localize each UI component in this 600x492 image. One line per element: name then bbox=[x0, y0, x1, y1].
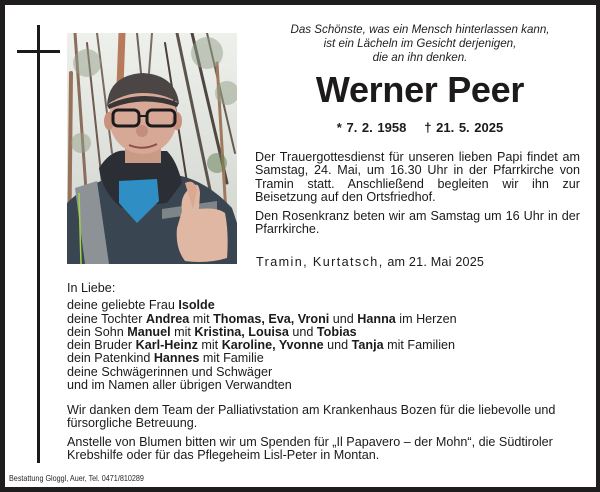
mourners-lines bbox=[67, 299, 587, 392]
mourner-relation: deine Tochter bbox=[67, 311, 146, 326]
acknowledgements bbox=[67, 404, 587, 468]
mourner-name: Hannes bbox=[153, 351, 200, 366]
mourners-list bbox=[67, 282, 587, 392]
mourner-name: Karoline, Yvonne bbox=[221, 338, 324, 353]
obituary-notice bbox=[5, 5, 596, 487]
funeral-service-text: Der Trauergottesdienst für unseren lieben Papi findet am Samstag, 24. Mai, um 16.30 Uhr in der Pfarrkirche von Tramin statt. Anschließend begleiten wir ihn zur Beisetzung auf den Ortsfriedhof. bbox=[255, 150, 580, 205]
mourner-name: Thomas, Eva, Vroni bbox=[213, 311, 330, 326]
mourner-line bbox=[67, 326, 587, 339]
mourner-relation: und bbox=[329, 311, 358, 326]
mourner-relation: mit bbox=[189, 311, 214, 326]
place-and-date bbox=[256, 255, 484, 269]
death-date: † 21. 5. 2025 bbox=[424, 120, 504, 135]
mourner-line bbox=[67, 339, 587, 352]
mourner-relation: und im Namen aller übrigen Verwandten bbox=[67, 378, 292, 393]
mourner-relation: mit bbox=[170, 324, 195, 339]
mourner-name: Manuel bbox=[127, 324, 171, 339]
mourner-name: Andrea bbox=[145, 311, 190, 326]
portrait-photo-illustration bbox=[67, 33, 237, 264]
deceased-name: Werner Peer bbox=[315, 69, 525, 110]
mourner-name: Hanna bbox=[357, 311, 396, 326]
mourner-name: Tobias bbox=[316, 324, 357, 339]
mourner-line bbox=[67, 299, 587, 312]
mourner-relation: und bbox=[323, 338, 352, 353]
quote-line: die an ihn denken. bbox=[372, 51, 468, 64]
mourner-name: Tanja bbox=[351, 338, 384, 353]
birth-date: * 7. 2. 1958 bbox=[336, 120, 407, 135]
mourner-relation: deine Schwägerinnen und Schwäger bbox=[67, 364, 273, 379]
funeral-home-credit: Bestattung Gloggl, Auer, Tel. 0471/810289 bbox=[9, 474, 144, 483]
place: Tramin, Kurtatsch, bbox=[256, 255, 384, 269]
mourner-relation: mit Familien bbox=[383, 338, 455, 353]
mourner-line bbox=[67, 379, 587, 392]
mourners-intro: In Liebe: bbox=[67, 281, 116, 295]
thanks-text: Wir danken dem Team der Palliativstation am Krankenhaus Bozen für die liebevolle und fürsorgliche Betreuung. bbox=[67, 403, 556, 431]
service-info bbox=[255, 151, 580, 241]
life-dates bbox=[250, 120, 590, 136]
mourner-relation: dein Patenkind bbox=[67, 351, 154, 366]
mourner-relation: deine geliebte Frau bbox=[67, 298, 179, 313]
mourner-relation: und bbox=[288, 324, 317, 339]
donation-text: Anstelle von Blumen bitten wir um Spenden für „Il Papavero – der Mohn“, die Südtiroler Krebshilfe oder für das Pflegeheim Lisl-Peter in Montan. bbox=[67, 434, 553, 463]
mourner-relation: dein Sohn bbox=[67, 324, 128, 339]
mourner-relation: im Herzen bbox=[395, 311, 457, 326]
rosary-text: Den Rosenkranz beten wir am Samstag um 16 Uhr in der Pfarrkirche. bbox=[255, 208, 580, 237]
memorial-quote bbox=[250, 23, 590, 65]
date: am 21. Mai 2025 bbox=[387, 255, 485, 269]
quote-line: Das Schönste, was ein Mensch hinterlassen kann, bbox=[290, 23, 550, 36]
mourner-name: Karl-Heinz bbox=[135, 338, 198, 353]
mourner-name: Kristina, Louisa bbox=[194, 324, 289, 339]
cross-icon bbox=[37, 25, 40, 463]
mourner-line bbox=[67, 352, 587, 365]
mourner-relation: mit Familie bbox=[199, 351, 264, 366]
quote-line: ist ein Lächeln im Gesicht derjenigen, bbox=[323, 37, 517, 50]
cross-icon-bar bbox=[17, 50, 60, 53]
mourner-name: Isolde bbox=[178, 298, 215, 313]
mourner-relation: mit bbox=[197, 338, 222, 353]
mourner-line bbox=[67, 313, 587, 326]
mourner-line bbox=[67, 366, 587, 379]
portrait-photo bbox=[67, 33, 237, 264]
mourner-relation: dein Bruder bbox=[67, 338, 136, 353]
